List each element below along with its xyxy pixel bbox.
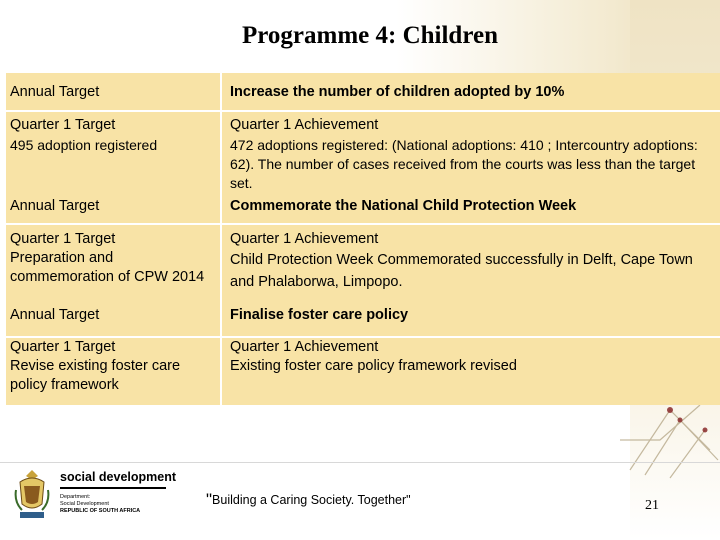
annual-target-label: Annual Target [10,198,100,214]
results-table [6,73,720,405]
decorative-pattern [610,400,720,480]
footer-divider [0,462,720,463]
annual-target-label: Annual Target [10,307,100,323]
logo-title: social development [60,470,177,484]
annual-target-value: Increase the number of children adopted by 10% [230,84,565,100]
coat-of-arms-icon [12,468,52,522]
quarter-achievement-value: Child Protection Week Commemorated successfully in Delft, Cape Town and Phalaborwa, Limpopo. [230,252,693,290]
annual-target-label: Annual Target [10,84,100,100]
department-logo [8,466,177,524]
row-divider [6,223,720,225]
logo-country: REPUBLIC OF SOUTH AFRICA [60,508,141,514]
quarter-achievement-heading: Quarter 1 Achievement [230,231,379,247]
annual-target-value: Commemorate the National Child Protection Week [230,198,577,214]
logo-department: Department: [60,494,91,500]
quarter-target-value: Preparation and commemoration of CPW 2014 [10,250,205,285]
row-divider [6,110,720,112]
column-divider [220,73,222,405]
footer-slogan [206,490,411,510]
slogan-text: Building a Caring Society. Together" [212,493,411,507]
logo-department-name: Social Development [60,501,109,507]
page-number: 21 [645,498,659,513]
quarter-target-heading: Quarter 1 Target [10,117,116,133]
logo-underline [60,487,166,489]
quarter-achievement-heading: Quarter 1 Achievement [230,117,379,133]
page-title: Programme 4: Children [242,22,498,49]
quarter-target-heading: Quarter 1 Target [10,231,116,247]
quarter-achievement-value: Existing foster care policy framework revised [230,358,517,374]
quarter-target-value: 495 adoption registered [10,137,158,153]
quarter-achievement-value: 472 adoptions registered: (National adoptions: 410 ; Intercountry adoptions: 62). The number of cases received from the courts was less than the target set. [230,137,698,191]
slogan-open-quote: " [206,490,213,509]
quarter-target-heading: Quarter 1 Target [10,339,116,355]
annual-target-value: Finalise foster care policy [230,307,409,323]
quarter-achievement-heading: Quarter 1 Achievement [230,339,379,355]
quarter-target-value: Revise existing foster care policy framework [10,358,181,393]
